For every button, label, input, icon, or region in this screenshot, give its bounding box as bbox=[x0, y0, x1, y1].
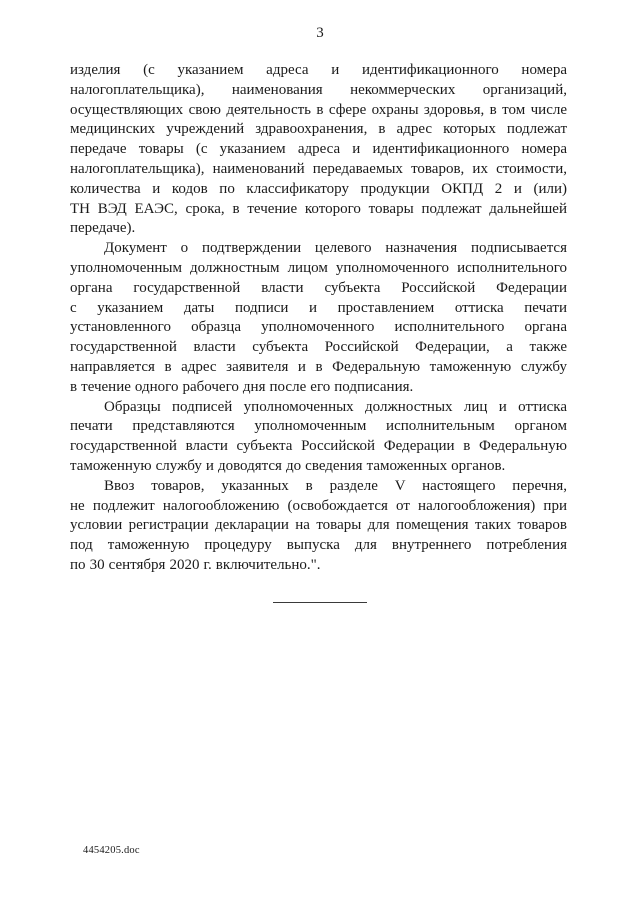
paragraph bbox=[70, 61, 567, 239]
text-line: установленного образца уполномоченного исполнительного органа bbox=[70, 319, 567, 336]
text-line: передаче товары (с указанием адреса и идентификационного номера bbox=[70, 141, 567, 158]
text-line: количества и кодов по классификатору продукции ОКПД 2 и (или) bbox=[70, 180, 567, 197]
text-line: печати представляются уполномоченным исполнительным органом bbox=[70, 418, 567, 435]
paragraph bbox=[70, 398, 567, 477]
text-line: не подлежит налогообложению (освобождается от налогообложения) при bbox=[70, 497, 567, 514]
text-line: Ввоз товаров, указанных в разделе V настоящего перечня, bbox=[104, 477, 567, 494]
text-line: государственной власти субъекта Российской Федерации, а также bbox=[70, 339, 567, 356]
text-line: передаче). bbox=[70, 220, 136, 237]
text-line: налогоплательщика), наименований передаваемых товаров, их стоимости, bbox=[70, 160, 567, 177]
footer-filename: 4454205.doc bbox=[83, 845, 140, 856]
paragraph bbox=[70, 239, 567, 397]
text-line: уполномоченным должностным лицом уполномоченного исполнительного bbox=[70, 259, 567, 276]
text-line: в течение одного рабочего дня после его подписания. bbox=[70, 378, 414, 395]
text-line: изделия (с указанием адреса и идентификационного номера bbox=[70, 62, 567, 78]
text-line: органа государственной власти субъекта Российской Федерации bbox=[70, 279, 567, 296]
page-number: 3 bbox=[316, 25, 324, 41]
document-text bbox=[70, 61, 567, 576]
text-line: направляется в адрес заявителя и в Федеральную таможенную службу bbox=[70, 358, 567, 375]
text-line: таможенную службу и доводятся до сведения таможенных органов. bbox=[70, 457, 506, 474]
text-line: налогоплательщика), наименования некоммерческих организаций, bbox=[70, 81, 567, 98]
text-line: медицинских учреждений здравоохранения, в адрес которых подлежат bbox=[70, 121, 567, 138]
paragraph bbox=[70, 477, 567, 576]
text-line: по 30 сентября 2020 г. включительно.". bbox=[70, 556, 321, 573]
text-line: осуществляющих свою деятельность в сфере охраны здоровья, в том числе bbox=[70, 101, 567, 118]
text-line: с указанием даты подписи и проставлением оттиска печати bbox=[70, 299, 567, 316]
section-separator-line bbox=[273, 602, 367, 603]
text-line: под таможенную процедуру выпуска для внутреннего потребления bbox=[70, 537, 567, 554]
text-line: ТН ВЭД ЕАЭС, срока, в течение которого товары подлежат дальнейшей bbox=[70, 200, 567, 217]
text-line: Образцы подписей уполномоченных должностных лиц и оттиска bbox=[104, 398, 567, 415]
text-line: Документ о подтверждении целевого назначения подписывается bbox=[104, 240, 567, 257]
text-line: условии регистрации декларации на товары для помещения таких товаров bbox=[70, 517, 567, 534]
text-line: государственной власти субъекта Российской Федерации в Федеральную bbox=[70, 438, 567, 455]
